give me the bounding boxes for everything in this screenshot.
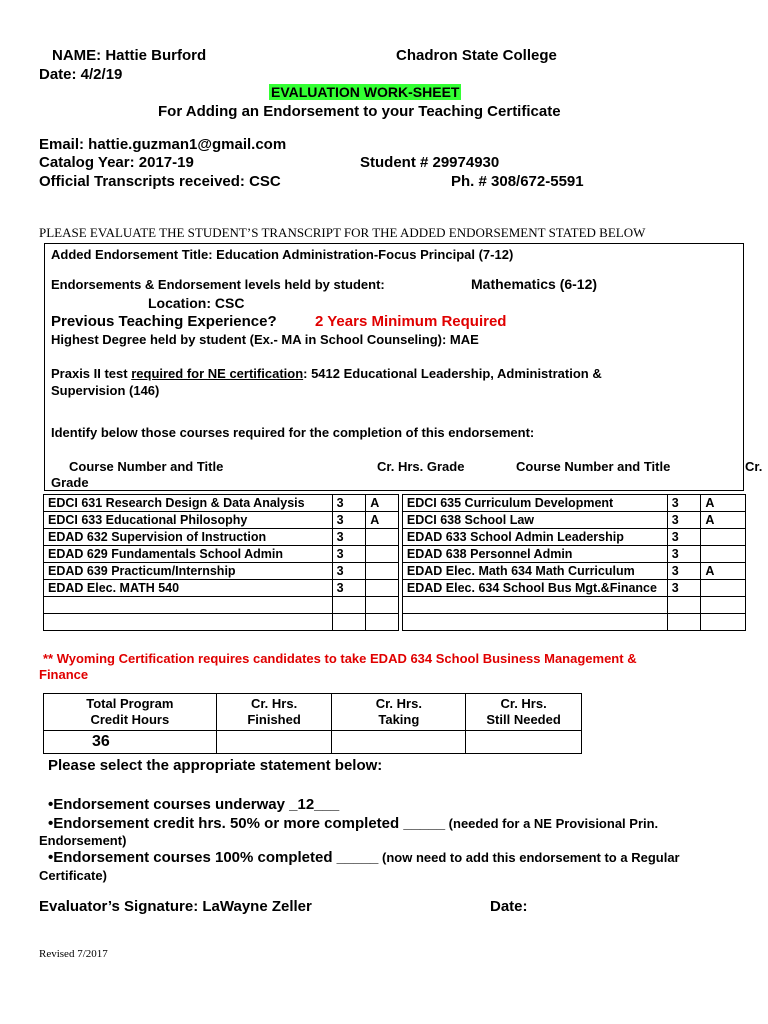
- course-row: [44, 495, 746, 512]
- course-row: [44, 614, 746, 631]
- course-row: [44, 529, 746, 546]
- credit-totals-table: [43, 693, 582, 754]
- course-grade-left: [366, 563, 399, 580]
- course-title-left: EDAD Elec. MATH 540: [44, 580, 333, 597]
- course-title-right: EDAD 633 School Admin Leadership: [402, 529, 667, 546]
- still-needed-header: Cr. Hrs. Still Needed: [466, 694, 582, 731]
- evaluator-signature: Evaluator’s Signature: LaWayne Zeller: [39, 898, 312, 915]
- phone-number: Ph. # 308/672-5591: [451, 173, 584, 190]
- course-credits-right: 3: [667, 563, 701, 580]
- transcripts-received: Official Transcripts received: CSC: [39, 173, 281, 190]
- course-credits-left: 3: [332, 563, 366, 580]
- course-credits-right: 3: [667, 512, 701, 529]
- instruction-text: PLEASE EVALUATE THE STUDENT’S TRANSCRIPT FOR THE ADDED ENDORSEMENT STATED BELOW: [39, 225, 646, 240]
- course-title-left: EDAD 639 Practicum/Internship: [44, 563, 333, 580]
- course-title-left: EDAD 632 Supervision of Instruction: [44, 529, 333, 546]
- identify-text: Identify below those courses required for the completion of this endorsement:: [51, 425, 535, 440]
- course-title-left: [44, 614, 333, 631]
- worksheet-title: EVALUATION WORK-SHEET: [271, 84, 460, 100]
- course-title-right: EDAD 638 Personnel Admin: [402, 546, 667, 563]
- praxis-line: Praxis II test required for NE certification: 5412 Educational Leadership, Administration &: [51, 366, 602, 381]
- course-grade-right: [701, 614, 746, 631]
- course-title-left: [44, 597, 333, 614]
- course-grade-left: [366, 580, 399, 597]
- email-line: Email: hattie.guzman1@gmail.com: [39, 136, 287, 153]
- finished-value: [216, 731, 332, 754]
- col-header-cr: Cr.: [745, 459, 763, 474]
- revised-date: Revised 7/2017: [39, 948, 108, 960]
- wyoming-note: ** Wyoming Certification requires candidates to take EDAD 634 School Business Management &: [43, 651, 637, 666]
- course-title-right: EDAD Elec. 634 School Bus Mgt.&Finance: [402, 580, 667, 597]
- course-credits-left: 3: [332, 529, 366, 546]
- course-grade-right: A: [701, 495, 746, 512]
- course-row: [44, 563, 746, 580]
- wyoming-note-line-2: Finance: [39, 667, 89, 682]
- worksheet-subtitle: For Adding an Endorsement to your Teaching Certificate: [158, 103, 561, 120]
- total-credit-hours: 36: [44, 731, 217, 754]
- course-credits-right: 3: [667, 580, 701, 597]
- course-credits-right: 3: [667, 529, 701, 546]
- course-title-right: EDAD Elec. Math 634 Math Curriculum: [402, 563, 667, 580]
- course-credits-right: [667, 614, 701, 631]
- course-credits-right: [667, 597, 701, 614]
- praxis-line-2: Supervision (146): [51, 383, 160, 398]
- endorsement-title: Added Endorsement Title: Education Administration-Focus Principal (7-12): [51, 247, 514, 262]
- experience-label: Previous Teaching Experience?: [51, 313, 277, 330]
- signature-date: Date:: [490, 898, 528, 915]
- col-header-left: Course Number and Title: [69, 459, 224, 474]
- course-grade-right: [701, 529, 746, 546]
- col-header-grade: Grade: [51, 475, 89, 490]
- col-header-right: Course Number and Title: [516, 459, 671, 474]
- course-credits-left: [332, 614, 366, 631]
- course-title-right: EDCI 635 Curriculum Development: [402, 495, 667, 512]
- college-name: Chadron State College: [396, 47, 557, 64]
- course-credits-right: 3: [667, 546, 701, 563]
- course-row: [44, 546, 746, 563]
- form-date: Date: 4/2/19: [39, 66, 123, 83]
- course-credits-left: 3: [332, 546, 366, 563]
- statement-100-percent: •Endorsement courses 100% completed _____ (now need to add this endorsement to a Regular: [48, 849, 680, 866]
- course-grade-right: [701, 597, 746, 614]
- statement-prompt: Please select the appropriate statement below:: [48, 757, 383, 774]
- course-title-left: EDCI 633 Educational Philosophy: [44, 512, 333, 529]
- course-title-left: EDAD 629 Fundamentals School Admin: [44, 546, 333, 563]
- course-title-right: [402, 597, 667, 614]
- course-grade-left: [366, 614, 399, 631]
- course-grade-left: A: [366, 495, 399, 512]
- endorsements-held-label: Endorsements & Endorsement levels held by student:: [51, 277, 385, 292]
- course-row: [44, 512, 746, 529]
- course-grade-right: [701, 580, 746, 597]
- course-credits-right: 3: [667, 495, 701, 512]
- course-credits-left: 3: [332, 512, 366, 529]
- course-grade-left: [366, 546, 399, 563]
- student-name: NAME: Hattie Burford: [52, 47, 207, 64]
- statement-50-percent-line2: Endorsement): [39, 833, 127, 848]
- experience-value: 2 Years Minimum Required: [315, 313, 507, 330]
- statement-100-percent-line2: Certificate): [39, 868, 107, 883]
- course-grade-left: [366, 529, 399, 546]
- courses-table: [43, 494, 746, 631]
- course-grade-right: A: [701, 512, 746, 529]
- course-title-right: EDCI 638 School Law: [402, 512, 667, 529]
- finished-header: Cr. Hrs. Finished: [216, 694, 332, 731]
- course-grade-right: A: [701, 563, 746, 580]
- still-needed-value: [466, 731, 582, 754]
- highest-degree: Highest Degree held by student (Ex.- MA in School Counseling): MAE: [51, 332, 479, 347]
- course-credits-left: 3: [332, 580, 366, 597]
- course-grade-left: [366, 597, 399, 614]
- course-title-left: EDCI 631 Research Design & Data Analysis: [44, 495, 333, 512]
- course-grade-left: A: [366, 512, 399, 529]
- location: Location: CSC: [148, 295, 245, 311]
- statement-50-percent: •Endorsement credit hrs. 50% or more completed _____ (needed for a NE Provisional Prin.: [48, 815, 659, 832]
- taking-value: [332, 731, 466, 754]
- total-program-header: Total Program Credit Hours: [44, 694, 217, 731]
- course-grade-right: [701, 546, 746, 563]
- catalog-year: Catalog Year: 2017-19: [39, 154, 194, 171]
- course-row: [44, 597, 746, 614]
- col-header-crhrs-grade: Cr. Hrs. Grade: [377, 459, 465, 474]
- course-title-right: [402, 614, 667, 631]
- course-credits-left: 3: [332, 495, 366, 512]
- endorsements-held-value: Mathematics (6-12): [471, 276, 598, 292]
- student-number: Student # 29974930: [360, 154, 500, 171]
- course-row: [44, 580, 746, 597]
- taking-header: Cr. Hrs. Taking: [332, 694, 466, 731]
- course-credits-left: [332, 597, 366, 614]
- statement-underway: •Endorsement courses underway _12___: [48, 796, 340, 813]
